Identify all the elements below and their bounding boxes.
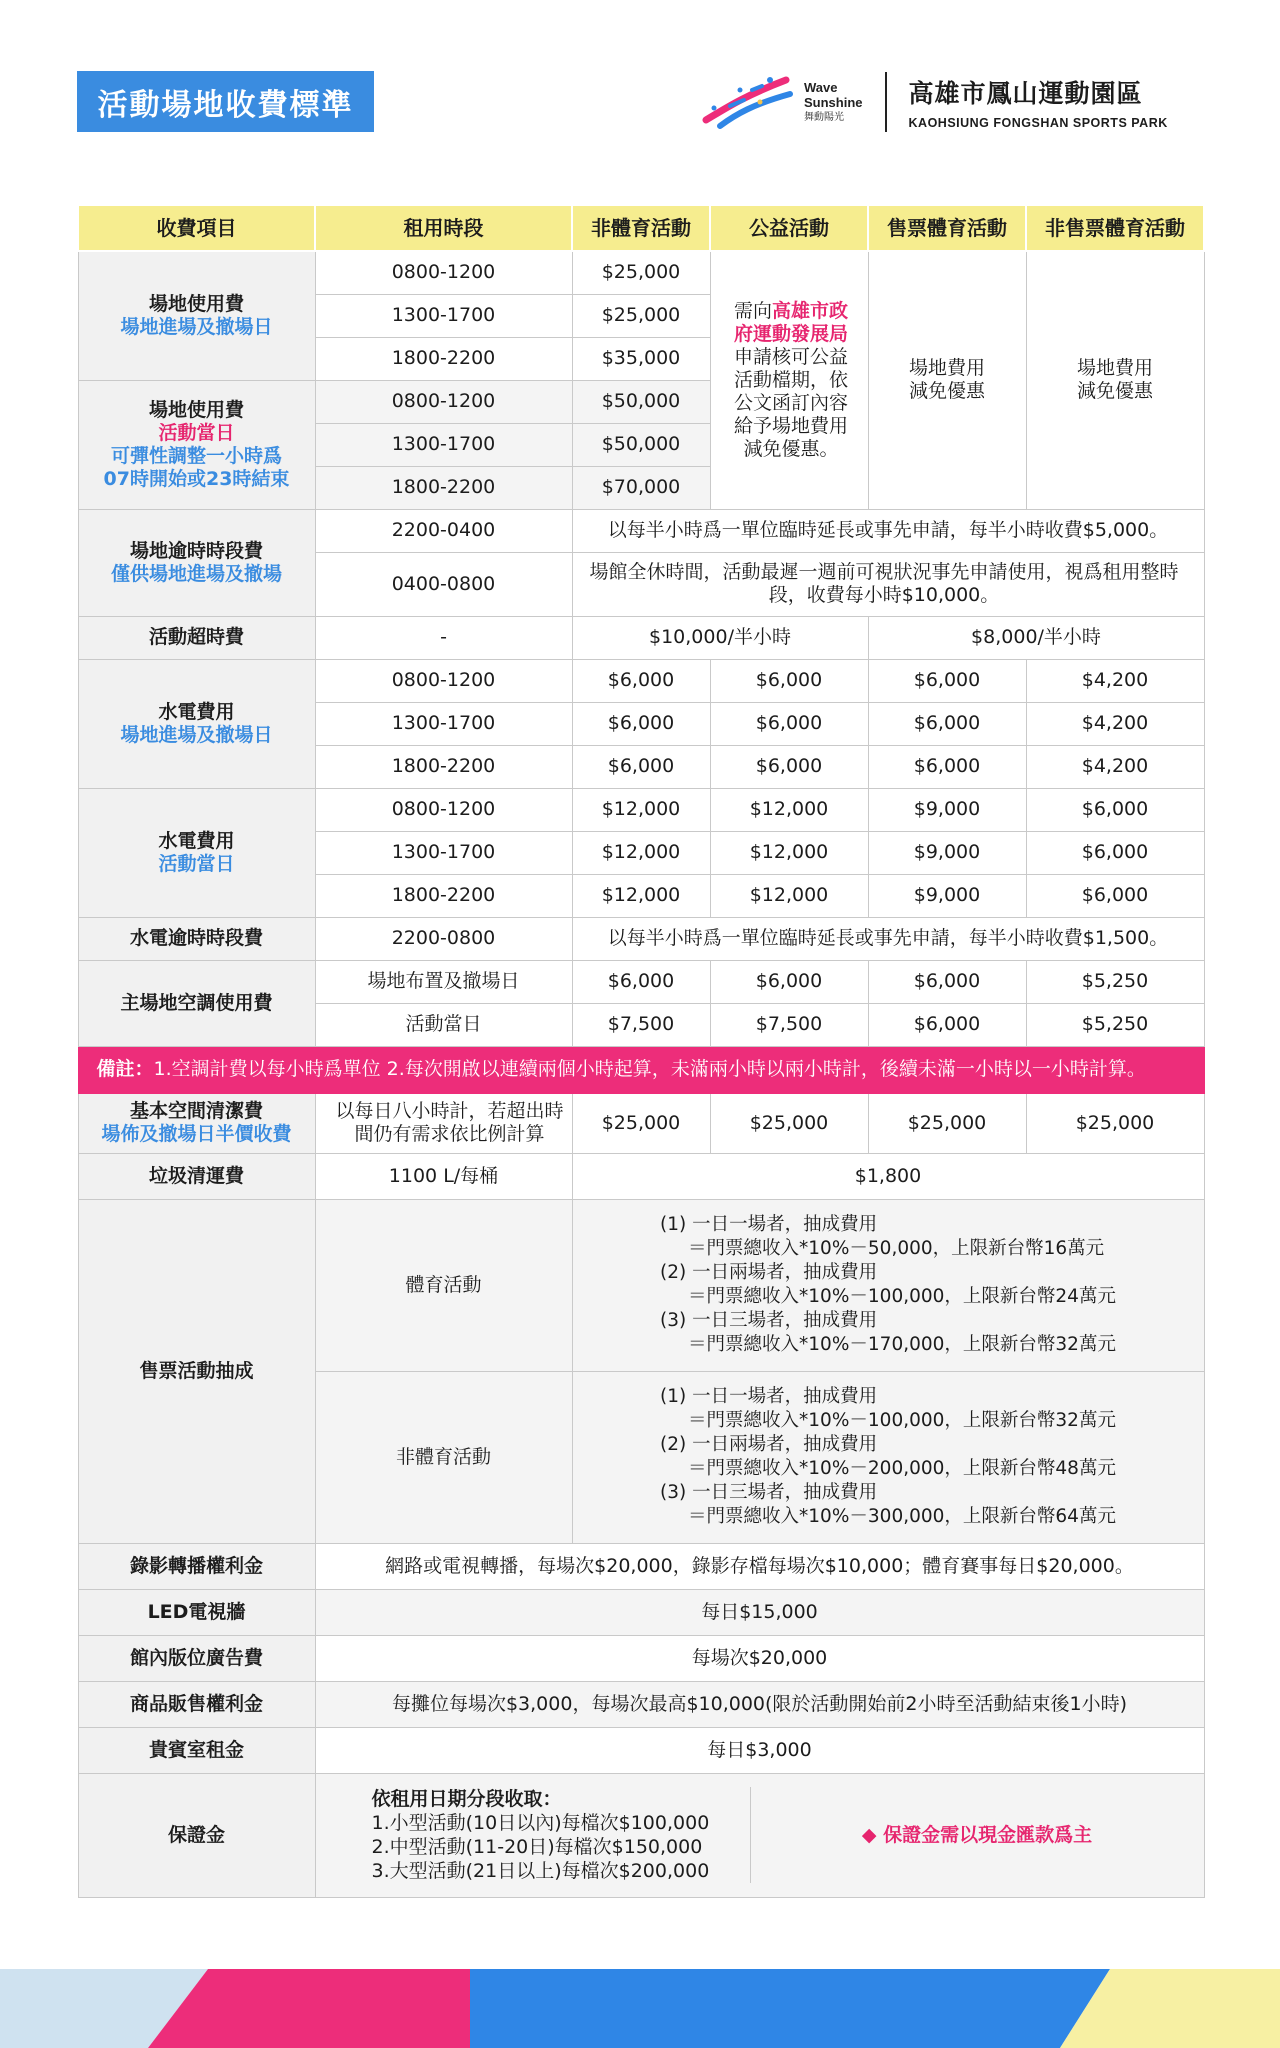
deposit-line: 3.大型活動(21日以上)每檔次$200,000 xyxy=(371,1860,710,1882)
time-slot: 1800-2200 xyxy=(315,337,572,380)
nonsport-formula xyxy=(572,1371,1204,1543)
price-cell: $7,500 xyxy=(572,1003,710,1046)
fee-text: 每日$15,000 xyxy=(315,1589,1204,1635)
table-row xyxy=(78,659,1204,702)
price-cell: $70,000 xyxy=(572,466,710,509)
time-slot: 2200-0400 xyxy=(315,509,572,552)
deposit-line: 1.小型活動(10日以內)每檔次$100,000 xyxy=(371,1812,710,1834)
formula-line: ＝門票總收入*10%－200,000，上限新台幣48萬元 xyxy=(688,1458,1116,1479)
column-header: 公益活動 xyxy=(710,205,868,251)
category-sublabel: 場佈及撤場日半價收費 xyxy=(101,1123,292,1145)
price-cell: $6,000 xyxy=(1026,788,1204,831)
time-slot: 0800-1200 xyxy=(315,788,572,831)
time-slot: 活動當日 xyxy=(315,1003,572,1046)
category-sublabel: 場地進場及撤場日 xyxy=(120,315,273,338)
note-label: 備註： xyxy=(96,1058,154,1080)
activity-type: 非體育活動 xyxy=(315,1371,572,1543)
category-sublabel: 可彈性調整一小時爲 xyxy=(110,444,282,467)
formula-line: (3) 一日三場者，抽成費用 xyxy=(660,1482,878,1503)
category-sublabel: 僅供場地進場及撤場 xyxy=(110,562,282,585)
overtime-text: 以每半小時爲一單位臨時延長或事先申請，每半小時收費$1,500。 xyxy=(572,917,1204,960)
column-header: 售票體育活動 xyxy=(868,205,1026,251)
overtime-text: 以每半小時爲一單位臨時延長或事先申請，每半小時收費$5,000。 xyxy=(572,509,1204,552)
price-cell: $25,000 xyxy=(572,294,710,337)
price-cell: $6,000 xyxy=(710,745,868,788)
garbage-fee-category: 垃圾清運費 xyxy=(78,1153,315,1199)
formula-line: (1) 一日一場者，抽成費用 xyxy=(660,1386,878,1407)
column-header: 收費項目 xyxy=(78,205,315,251)
price-cell: $12,000 xyxy=(710,874,868,917)
deposit-category: 保證金 xyxy=(78,1773,315,1897)
price-cell: $5,250 xyxy=(1026,1003,1204,1046)
broadcast-fee-category: 錄影轉播權利金 xyxy=(78,1543,315,1589)
deposit-terms xyxy=(316,1787,751,1883)
park-name-en: KAOHSIUNG FONGSHAN SPORTS PARK xyxy=(908,116,1168,130)
nonticketed-sport-discount xyxy=(1026,251,1204,509)
note-text: 1.空調計費以每小時爲單位 2.每次開啟以連續兩個小時起算，未滿兩小時以兩小時計，後續未滿一小時以一小時計算。 xyxy=(153,1058,1146,1080)
price-cell: $9,000 xyxy=(868,874,1026,917)
price-cell: $9,000 xyxy=(868,788,1026,831)
price-cell: $5,250 xyxy=(1026,960,1204,1003)
column-header: 租用時段 xyxy=(315,205,572,251)
price-cell: $6,000 xyxy=(572,745,710,788)
table-row xyxy=(78,1543,1204,1589)
column-header: 非體育活動 xyxy=(572,205,710,251)
time-slot: 2200-0800 xyxy=(315,917,572,960)
deposit-line: 2.中型活動(11-20日)每檔次$150,000 xyxy=(371,1836,703,1858)
price-cell: $25,000 xyxy=(710,1093,868,1153)
time-slot: 1300-1700 xyxy=(315,831,572,874)
table-row xyxy=(78,1199,1204,1371)
park-name xyxy=(909,74,1168,130)
table-row xyxy=(78,1681,1204,1727)
brand-logo xyxy=(700,70,1168,134)
logo-sunshine-text: Sunshine xyxy=(804,94,863,110)
merch-fee-category: 商品販售權利金 xyxy=(78,1681,315,1727)
charity-text: 申請核可公益活動檔期，依公文函訂內容給予場地費用減免優惠。 xyxy=(733,345,848,460)
time-slot: 1800-2200 xyxy=(315,745,572,788)
time-slot: 1300-1700 xyxy=(315,702,572,745)
time-slot: 0800-1200 xyxy=(315,251,572,294)
discount-text: 場地費用 xyxy=(908,357,985,380)
wave-sunshine-logo-icon xyxy=(700,70,796,134)
category-label: 場地逾時時段費 xyxy=(129,539,263,562)
price-cell: $6,000 xyxy=(868,1003,1026,1046)
vip-room-category: 貴賓室租金 xyxy=(78,1727,315,1773)
overtime-text: 場館全休時間，活動最遲一週前可視狀況事先申請使用，視爲租用整時段，收費每小時$10,000。 xyxy=(572,552,1204,616)
price-cell: $1,800 xyxy=(572,1153,1204,1199)
price-cell: $9,000 xyxy=(868,831,1026,874)
fee-text: 每日$3,000 xyxy=(315,1727,1204,1773)
price-cell: $6,000 xyxy=(572,702,710,745)
price-cell: $4,200 xyxy=(1026,745,1204,788)
fee-text: 每場次$20,000 xyxy=(315,1635,1204,1681)
table-row xyxy=(78,1635,1204,1681)
charity-agency: 高雄市政府運動發展局 xyxy=(733,299,849,345)
price-cell: $10,000/半小時 xyxy=(572,616,868,659)
deposit-note: ◆ 保證金需以現金匯款爲主 xyxy=(861,1823,1093,1846)
price-cell: $25,000 xyxy=(1026,1093,1204,1153)
category-label: 場地使用費 xyxy=(148,398,244,421)
formula-line: ＝門票總收入*10%－100,000，上限新台幣24萬元 xyxy=(688,1286,1116,1307)
led-wall-category: LED電視牆 xyxy=(78,1589,315,1635)
price-cell: $50,000 xyxy=(572,423,710,466)
utility-setup-category xyxy=(78,659,315,788)
category-sublabel: 活動當日 xyxy=(158,421,235,444)
table-row xyxy=(78,1093,1204,1153)
category-label: 場地使用費 xyxy=(148,292,244,315)
category-label: 基本空間清潔費 xyxy=(129,1100,263,1122)
fee-text: 每攤位每場次$3,000，每場次最高$10,000(限於活動開始前2小時至活動結束後1小時) xyxy=(315,1681,1204,1727)
price-cell: $25,000 xyxy=(868,1093,1026,1153)
fee-table xyxy=(77,204,1205,1898)
price-cell: $6,000 xyxy=(710,659,868,702)
formula-line: (1) 一日一場者，抽成費用 xyxy=(660,1214,878,1235)
price-cell: $12,000 xyxy=(572,831,710,874)
time-slot: 1800-2200 xyxy=(315,874,572,917)
category-label: 水電費用 xyxy=(158,829,235,852)
category-sublabel: 場地進場及撤場日 xyxy=(120,723,273,746)
page-title: 活動場地收費標準 xyxy=(77,71,374,132)
venue-fee-setup-category xyxy=(78,251,315,380)
table-row xyxy=(78,1773,1204,1897)
price-cell: $25,000 xyxy=(572,1093,710,1153)
price-cell: $6,000 xyxy=(868,745,1026,788)
table-header-row xyxy=(78,205,1204,251)
ads-fee-category: 館內版位廣告費 xyxy=(78,1635,315,1681)
deposit-heading: 依租用日期分段收取： xyxy=(371,1788,562,1810)
note-banner xyxy=(78,1046,1204,1093)
charity-note xyxy=(710,251,868,509)
category-sublabel: 活動當日 xyxy=(158,852,235,875)
price-cell: $6,000 xyxy=(710,960,868,1003)
price-cell: $35,000 xyxy=(572,337,710,380)
activity-overtime-category: 活動超時費 xyxy=(78,616,315,659)
price-cell: $12,000 xyxy=(572,788,710,831)
price-cell: $6,000 xyxy=(1026,831,1204,874)
time-slot: 以每日八小時計，若超出時間仍有需求依比例計算 xyxy=(315,1093,572,1153)
table-row xyxy=(78,1727,1204,1773)
venue-overtime-category xyxy=(78,509,315,616)
price-cell: $25,000 xyxy=(572,251,710,294)
footer-stripes xyxy=(0,1969,1280,2048)
price-cell: $6,000 xyxy=(1026,874,1204,917)
fee-text: 網路或電視轉播，每場次$20,000，錄影存檔每場次$10,000；體育賽事每日$20,000。 xyxy=(315,1543,1204,1589)
table-row xyxy=(78,509,1204,552)
price-cell: $8,000/半小時 xyxy=(868,616,1204,659)
time-slot: 1100 L/每桶 xyxy=(315,1153,572,1199)
deposit-cell xyxy=(315,1773,1204,1897)
price-cell: $4,200 xyxy=(1026,659,1204,702)
time-slot: - xyxy=(315,616,572,659)
price-cell: $12,000 xyxy=(710,831,868,874)
category-label: 水電費用 xyxy=(158,700,235,723)
formula-line: ＝門票總收入*10%－300,000，上限新台幣64萬元 xyxy=(688,1506,1116,1527)
price-cell: $4,200 xyxy=(1026,702,1204,745)
price-cell: $6,000 xyxy=(868,702,1026,745)
column-header: 非售票體育活動 xyxy=(1026,205,1204,251)
table-row xyxy=(78,917,1204,960)
table-row xyxy=(78,251,1204,294)
price-cell: $12,000 xyxy=(710,788,868,831)
discount-text: 場地費用 xyxy=(1076,357,1153,380)
price-cell: $7,500 xyxy=(710,1003,868,1046)
ticketed-sport-discount xyxy=(868,251,1026,509)
formula-line: (2) 一日兩場者，抽成費用 xyxy=(660,1262,878,1283)
discount-text: 減免優惠 xyxy=(908,380,985,403)
utility-overtime-category: 水電逾時時段費 xyxy=(78,917,315,960)
note-row xyxy=(78,1046,1204,1093)
table-row xyxy=(78,616,1204,659)
time-slot: 0800-1200 xyxy=(315,659,572,702)
formula-line: ＝門票總收入*10%－170,000，上限新台幣32萬元 xyxy=(688,1334,1116,1355)
discount-text: 減免優惠 xyxy=(1076,380,1153,403)
time-slot: 0400-0800 xyxy=(315,552,572,616)
table-row xyxy=(78,1589,1204,1635)
logo-divider xyxy=(885,72,887,132)
formula-line: (3) 一日三場者，抽成費用 xyxy=(660,1310,878,1331)
time-slot: 1300-1700 xyxy=(315,423,572,466)
charity-text: 需向 xyxy=(733,299,772,322)
formula-line: (2) 一日兩場者，抽成費用 xyxy=(660,1434,878,1455)
time-slot: 1800-2200 xyxy=(315,466,572,509)
price-cell: $6,000 xyxy=(868,659,1026,702)
price-cell: $6,000 xyxy=(710,702,868,745)
price-cell: $50,000 xyxy=(572,380,710,423)
logo-cn-text: 舞動陽光 xyxy=(804,111,844,123)
sport-formula xyxy=(572,1199,1204,1371)
formula-line: ＝門票總收入*10%－50,000，上限新台幣16萬元 xyxy=(688,1238,1105,1259)
table-row xyxy=(78,788,1204,831)
category-sublabel: 07時開始或23時結束 xyxy=(103,467,290,490)
price-cell: $12,000 xyxy=(572,874,710,917)
time-slot: 1300-1700 xyxy=(315,294,572,337)
park-name-cn: 高雄市鳳山運動園區 xyxy=(908,79,1143,108)
formula-line: ＝門票總收入*10%－100,000，上限新台幣32萬元 xyxy=(688,1410,1116,1431)
logo-wave-text: Wave xyxy=(804,79,838,95)
price-cell: $6,000 xyxy=(572,659,710,702)
ticket-share-category: 售票活動抽成 xyxy=(78,1199,315,1543)
activity-type: 體育活動 xyxy=(315,1199,572,1371)
time-slot: 0800-1200 xyxy=(315,380,572,423)
utility-event-category xyxy=(78,788,315,917)
wave-sunshine-wordmark xyxy=(804,80,863,125)
table-row xyxy=(78,960,1204,1003)
cleaning-fee-category xyxy=(78,1093,315,1153)
price-cell: $6,000 xyxy=(868,960,1026,1003)
time-slot: 場地布置及撤場日 xyxy=(315,960,572,1003)
table-row xyxy=(78,1153,1204,1199)
venue-fee-event-category xyxy=(78,380,315,509)
ac-fee-category: 主場地空調使用費 xyxy=(78,960,315,1046)
price-cell: $6,000 xyxy=(572,960,710,1003)
